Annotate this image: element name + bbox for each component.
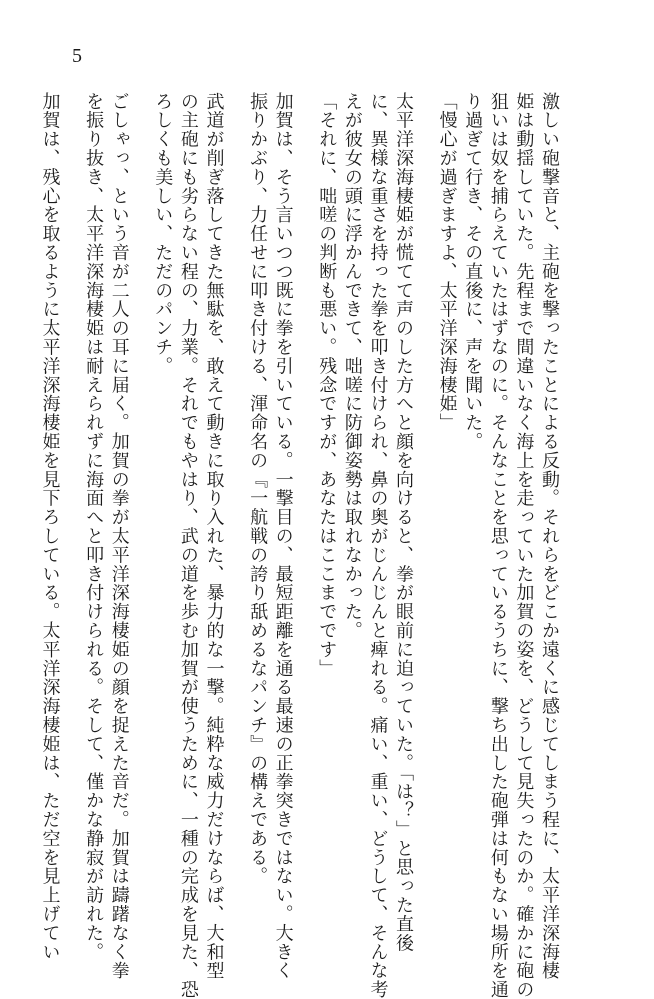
text-line-11: 振りかぶり、力任せに叩き付ける、渾命名の『一航戦の誇り舐めるなパンチ』の構えである。 [247,92,269,886]
text-line-6: 太平洋深海棲姫が慌てて声のした方へと顔を向けると、拳が眼前に迫っていた。「は？」と思った直後 [393,92,415,953]
text-line-16: を振り抜き、太平洋深海棲姫は耐えられずに海面へと叩き付けられる。そして、僅かな静寂が訪れた。 [83,92,105,962]
text-line-1: 激しい砲撃音と、主砲を撃ったことによる反動。それらをどこか遠くに感じてしまう程に、太平洋深海棲 [539,92,560,981]
text-line-7: に、異様な重さを持った拳を叩き付けられ、鼻の奥がじんじんと痺れる。痛い、重い、どうして、そんな考 [367,92,389,999]
text-line-12: 武道が削ぎ落してきた無駄を、敢えて動きに取り入れた、暴力的な一撃。純粋な威力だけならば、大和型 [203,92,225,981]
page-number: 5 [72,45,82,67]
text-line-2: 姫は動揺していた。先程まで間違いなく海上を走っていた加賀の姿を、どうして見失ったのか。確かに砲の [513,92,535,999]
text-line-3: 狙いは奴を捕らえていたはずなのに。そんなことを思っているうちに、撃ち出した砲弾は何もない場所を通 [487,92,509,999]
text-line-14: ろしくも美しい、ただのパンチ。 [152,92,174,376]
text-line-9: 「それに、咄嗟の判断も悪い。残念ですが、あなたはここまでです」 [316,92,338,678]
text-line-5: 「慢心が過ぎますよ、太平洋深海棲姫」 [436,92,458,433]
text-line-4: り過ぎて行き、その直後に、声を聞いた。 [462,92,484,452]
text-line-10: 加賀は、そう言いつつ既に拳を引いている。一撃目の、最短距離を通る最速の正拳突きではない。大きく [272,92,294,981]
vertical-text-body [37,92,580,999]
text-line-13: の主砲にも劣らない程の、力業。それでもやはり、武の道を歩む加賀が使うために、一種の完成を見た、恐 [177,92,199,999]
text-line-15: ごしゃっ、という音が二人の耳に届く。加賀の拳が太平洋深海棲姫の顔を捉えた音だ。加賀は躊躇なく拳 [108,92,130,981]
text-line-17: 加賀は、残心を取るように太平洋深海棲姫を見下ろしている。太平洋深海棲姫は、ただ空を見上げてい [39,92,61,962]
text-line-8: えが彼女の頭に浮かんできて、咄嗟に防御姿勢は取れなかった。 [341,92,363,641]
